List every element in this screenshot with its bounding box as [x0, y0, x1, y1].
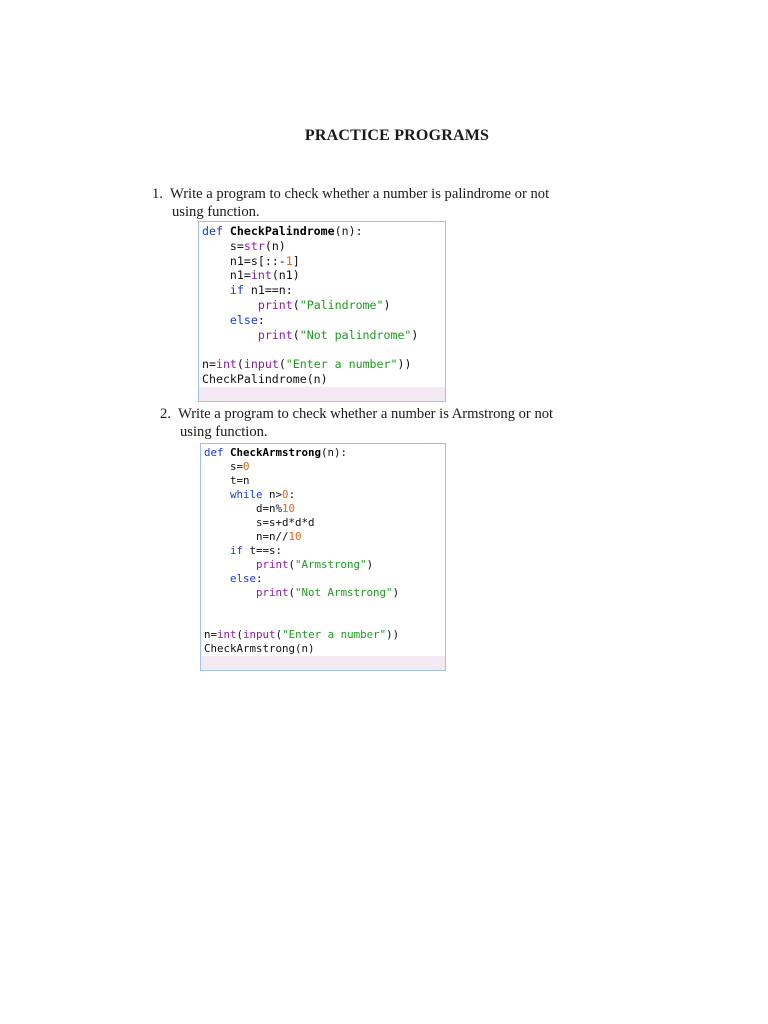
- code-token: n>: [262, 488, 283, 501]
- code-token: [202, 313, 230, 327]
- code-line: [204, 642, 445, 656]
- code-token: (: [278, 357, 286, 372]
- code-line-blank: [204, 614, 445, 628]
- code-token: [204, 572, 230, 585]
- question-1-line-2: using function.: [172, 204, 260, 220]
- code-token-builtin: input: [243, 357, 279, 372]
- code-line: [202, 328, 445, 343]
- code-token: :: [257, 312, 265, 327]
- code-token-keyword: if: [230, 544, 244, 557]
- code-token: s=s+d*d*d: [204, 516, 315, 529]
- code-token: (: [292, 297, 300, 312]
- code-token-builtin: int: [215, 357, 237, 372]
- code-line: [204, 628, 445, 642]
- code-token-keyword: def: [204, 446, 231, 459]
- code-token: [202, 298, 258, 312]
- code-token: [204, 586, 256, 599]
- code-token: ): [411, 327, 419, 342]
- code-token-keyword: else: [229, 312, 258, 327]
- code-token-number: 10: [282, 502, 296, 515]
- page-title: PRACTICE PROGRAMS: [304, 127, 490, 144]
- code-line: [204, 488, 445, 502]
- code-token: :: [256, 572, 263, 585]
- code-token: ): [366, 558, 374, 571]
- code-token: CheckPalindrome(n): [202, 371, 328, 386]
- code-token: n=: [202, 357, 216, 372]
- code-token-function-name: CheckArmstrong: [230, 446, 322, 459]
- shell-prompt-strip: [199, 387, 445, 401]
- code-line: [204, 572, 445, 586]
- code-token: CheckArmstrong(n): [204, 642, 315, 655]
- code-token-builtin: input: [243, 628, 276, 641]
- question-1-line-1: [152, 185, 549, 203]
- question-2-line-2: using function.: [180, 424, 268, 440]
- code-token-string: "Not palindrome": [299, 327, 412, 342]
- question-1: [152, 185, 549, 221]
- code-token-builtin: print: [256, 586, 289, 599]
- code-snippet-palindrome: [198, 221, 446, 402]
- code-token: t==s:: [243, 544, 283, 557]
- code-token-builtin: int: [217, 628, 237, 641]
- code-token-builtin: print: [257, 297, 293, 312]
- code-token: ): [392, 586, 400, 599]
- code-token: [204, 488, 230, 501]
- code-token: [204, 544, 230, 557]
- code-line: [204, 530, 445, 544]
- code-token: (n):: [334, 224, 363, 238]
- code-area: [199, 222, 445, 387]
- code-line-blank: [204, 600, 445, 614]
- code-line: [202, 224, 445, 239]
- code-token: (: [275, 628, 283, 641]
- code-line: [204, 544, 445, 558]
- code-token: (n):: [321, 446, 348, 459]
- code-token-number: 0: [243, 460, 250, 473]
- code-token: (: [292, 327, 300, 342]
- code-token: s=: [202, 238, 244, 253]
- code-line: [202, 298, 445, 313]
- code-token: [202, 328, 258, 342]
- code-token-string: "Armstrong": [295, 558, 367, 571]
- code-token: ]: [292, 253, 300, 268]
- code-token: )): [386, 628, 400, 641]
- question-2-line-1: [160, 405, 553, 423]
- code-token: :: [288, 488, 296, 501]
- code-line-blank: [202, 342, 445, 357]
- code-token-keyword: if: [229, 283, 244, 298]
- code-token: ): [383, 297, 391, 312]
- code-line: [202, 283, 445, 298]
- code-line: [202, 239, 445, 254]
- question-number: 1.: [152, 186, 163, 202]
- code-token-string: "Not Armstrong": [295, 586, 393, 599]
- code-token: (: [236, 357, 244, 372]
- code-token-keyword: else: [230, 572, 257, 585]
- code-token-keyword: def: [202, 224, 230, 238]
- code-line: [204, 586, 445, 600]
- code-token: n=n//: [204, 530, 289, 543]
- code-line: [204, 558, 445, 572]
- code-token: [202, 283, 230, 297]
- code-line: [202, 357, 445, 372]
- code-token: d=n%: [204, 502, 283, 515]
- code-token-number: 1: [285, 253, 293, 268]
- code-line: [204, 502, 445, 516]
- code-line: [202, 268, 445, 283]
- code-token: (n): [264, 238, 286, 253]
- code-line: [204, 460, 445, 474]
- code-token: n1=s[::-: [202, 253, 286, 268]
- code-line: [202, 372, 445, 387]
- code-token-string: "Palindrome": [299, 297, 384, 312]
- code-token: s=: [204, 460, 244, 473]
- code-token-number: 0: [282, 488, 289, 501]
- code-token-builtin: print: [257, 327, 293, 342]
- code-token: t=n: [204, 474, 250, 487]
- code-token: (n1): [271, 268, 300, 283]
- question-2: [160, 405, 553, 441]
- code-token: )): [397, 357, 412, 372]
- code-token-builtin: str: [243, 238, 265, 253]
- code-line: [202, 313, 445, 328]
- code-token: (: [236, 628, 244, 641]
- code-token: [204, 558, 256, 571]
- code-token-keyword: while: [230, 488, 263, 501]
- question-number: 2.: [160, 406, 171, 422]
- code-token: (: [288, 586, 296, 599]
- code-token-string: "Enter a number": [282, 628, 387, 641]
- code-token-builtin: print: [256, 558, 289, 571]
- shell-prompt-strip: [201, 656, 445, 670]
- code-token-string: "Enter a number": [285, 357, 398, 372]
- code-token-number: 10: [288, 530, 302, 543]
- code-token: n=: [204, 628, 218, 641]
- code-line: [204, 474, 445, 488]
- code-snippet-armstrong: [200, 443, 446, 671]
- question-text: Write a program to check whether a number is Armstrong or not: [178, 406, 554, 422]
- code-token: n1==n:: [243, 283, 293, 298]
- code-token-builtin: int: [250, 268, 272, 283]
- code-line: [204, 516, 445, 530]
- code-token: n1=: [202, 268, 251, 283]
- code-line: [204, 446, 445, 460]
- code-area: [201, 444, 445, 656]
- code-token-function-name: CheckPalindrome: [229, 224, 335, 238]
- question-text: Write a program to check whether a number is palindrome or not: [170, 186, 550, 202]
- code-line: [202, 254, 445, 269]
- code-token: (: [288, 558, 296, 571]
